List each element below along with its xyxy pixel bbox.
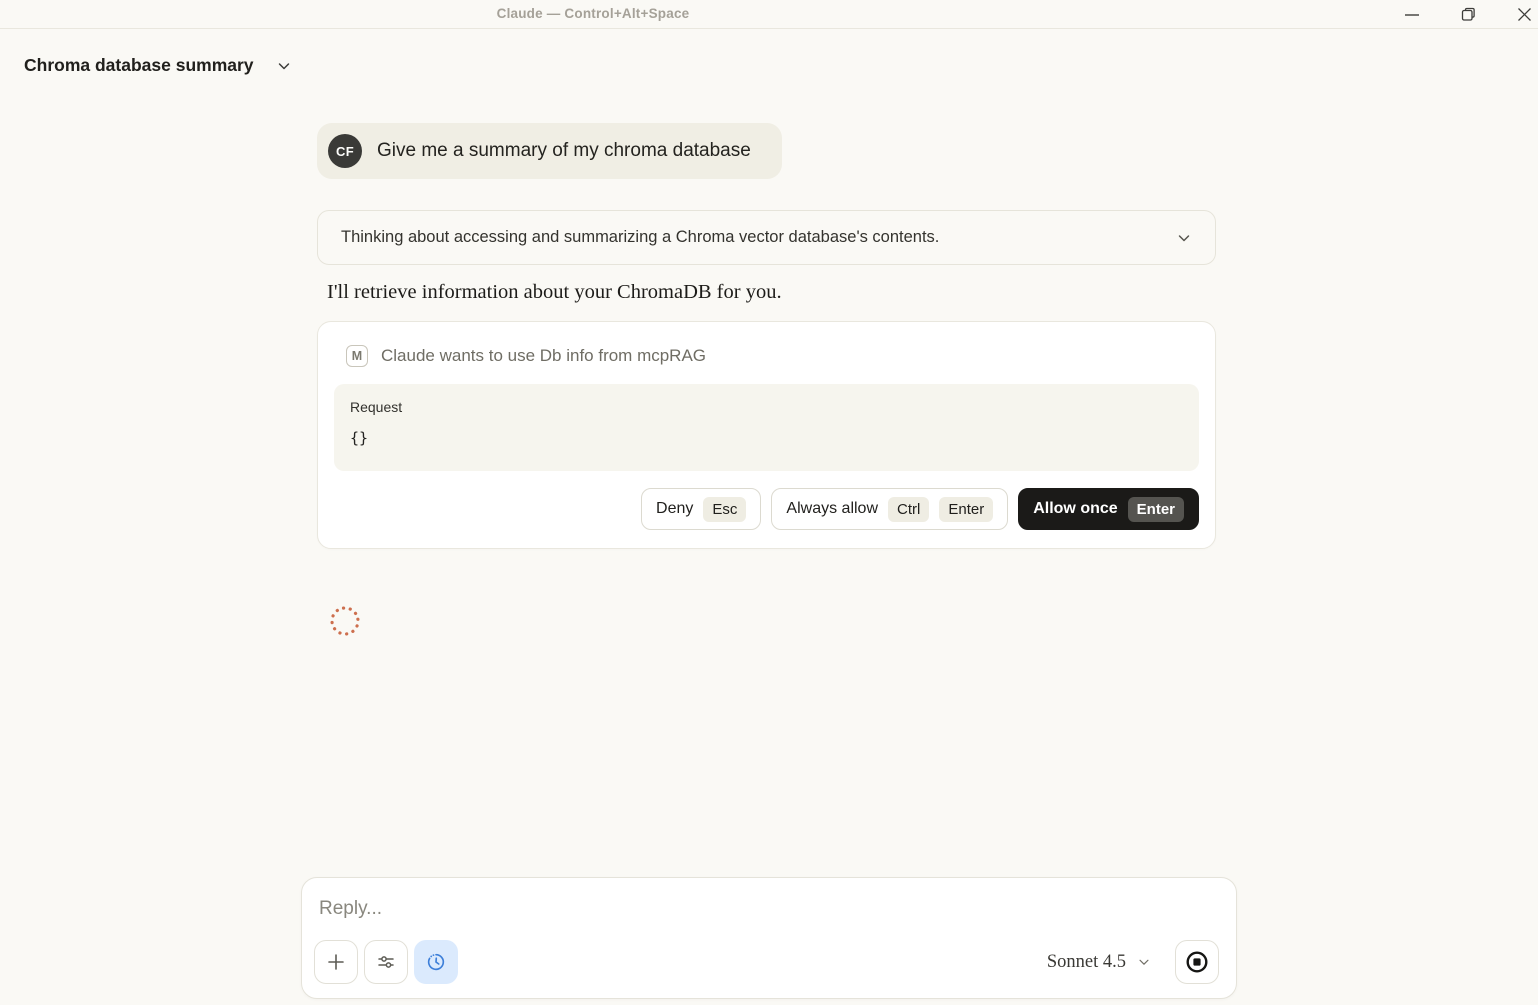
close-icon[interactable] bbox=[1501, 0, 1538, 29]
assistant-response-text: I'll retrieve information about your ChromaDB for you. bbox=[327, 281, 782, 303]
chevron-down-icon[interactable] bbox=[276, 58, 292, 74]
model-selector[interactable] bbox=[1047, 952, 1151, 973]
user-message-row bbox=[317, 123, 1216, 179]
clock-icon bbox=[425, 951, 447, 973]
always-allow-kbd-ctrl: Ctrl bbox=[888, 497, 929, 522]
sliders-icon bbox=[376, 952, 396, 972]
conversation-title: Chroma database summary bbox=[24, 55, 254, 75]
conversation-header[interactable] bbox=[24, 55, 1538, 76]
tool-request-title: Claude wants to use Db info from mcpRAG bbox=[381, 346, 707, 365]
chevron-down-icon[interactable] bbox=[1176, 230, 1192, 246]
window-title: Claude — Control+Alt+Space bbox=[496, 6, 690, 21]
composer bbox=[301, 877, 1237, 999]
allow-once-kbd-enter: Enter bbox=[1128, 497, 1184, 522]
mcp-badge: M bbox=[346, 345, 368, 367]
always-allow-label: Always allow bbox=[786, 500, 879, 517]
loading-spinner-icon bbox=[328, 604, 362, 638]
always-allow-button[interactable] bbox=[771, 488, 1008, 530]
deny-label: Deny bbox=[656, 500, 694, 517]
user-message-text: Give me a summary of my chroma database bbox=[377, 140, 751, 161]
allow-once-button[interactable] bbox=[1018, 488, 1199, 530]
thinking-panel[interactable] bbox=[317, 210, 1216, 265]
deny-kbd-esc: Esc bbox=[703, 497, 746, 522]
reply-input[interactable] bbox=[319, 898, 1220, 920]
avatar: CF bbox=[328, 134, 362, 168]
tool-permission-card bbox=[317, 321, 1216, 549]
minimize-icon[interactable] bbox=[1389, 0, 1435, 29]
user-message-bubble bbox=[317, 123, 782, 179]
stop-icon bbox=[1185, 950, 1209, 974]
request-label: Request bbox=[350, 399, 403, 415]
title-bar bbox=[0, 0, 1538, 29]
deny-button[interactable] bbox=[641, 488, 761, 530]
request-body-json: {} bbox=[350, 429, 369, 447]
always-allow-kbd-enter: Enter bbox=[939, 497, 993, 522]
request-box bbox=[334, 384, 1199, 471]
tool-card-header bbox=[334, 338, 1199, 367]
restore-icon[interactable] bbox=[1445, 0, 1491, 29]
tools-button[interactable] bbox=[364, 940, 408, 984]
stop-button[interactable] bbox=[1175, 940, 1219, 984]
model-name: Sonnet 4.5 bbox=[1046, 951, 1126, 972]
history-button[interactable] bbox=[414, 940, 458, 984]
permission-buttons-row bbox=[334, 488, 1199, 532]
plus-icon bbox=[326, 952, 346, 972]
chat-column bbox=[317, 123, 1216, 549]
composer-toolbar bbox=[314, 940, 1219, 984]
chevron-down-icon bbox=[1137, 955, 1151, 969]
thinking-summary-text: Thinking about accessing and summarizing a Chroma vector database's contents. bbox=[341, 228, 940, 246]
allow-once-label: Allow once bbox=[1033, 500, 1118, 517]
attach-button[interactable] bbox=[314, 940, 358, 984]
